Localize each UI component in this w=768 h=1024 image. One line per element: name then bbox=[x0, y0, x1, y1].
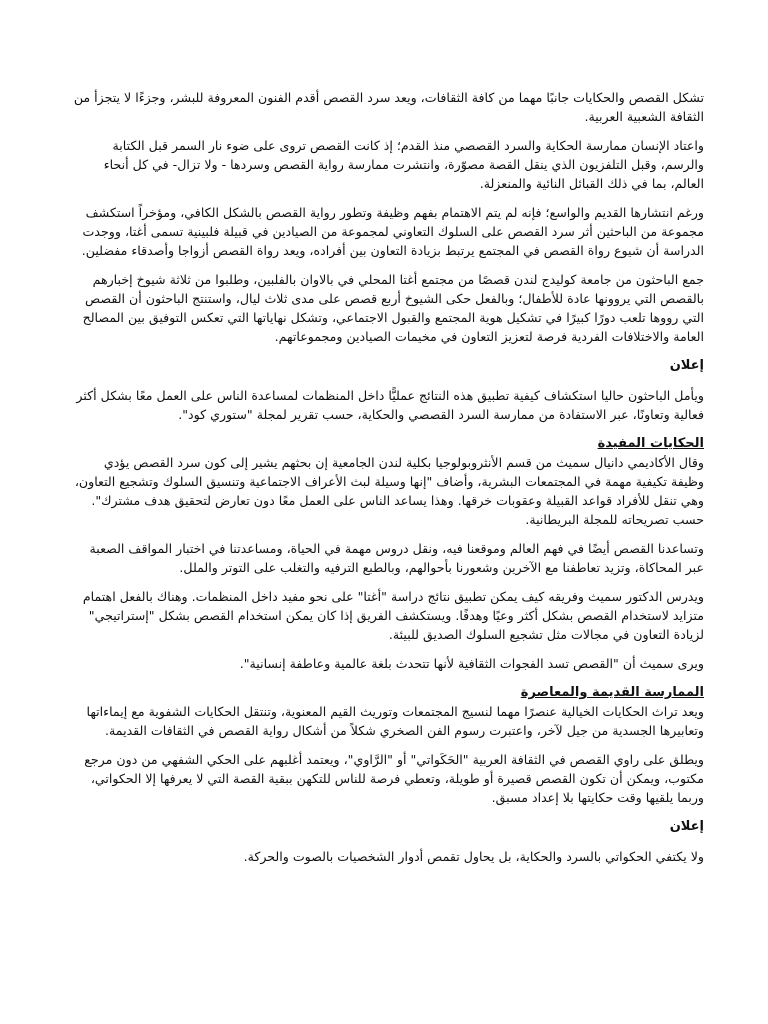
paragraph-applications: ويدرس الدكتور سميث وفريقه كيف يمكن تطبيق نتائج دراسة "أغتا" على نحو مفيد داخل المنظمات. وهناك بالفعل اهتمام متزايد لاستخدام القصص بشكل أكثر وعيًا وهدفًا. ويستكشف الفريق إذا كان يمكن استخدام القصص بشكل "إستراتيجي" لزيادة التعاون في مجالات مثل تشجيع السلوك الصديق للبيئة. bbox=[82, 589, 704, 642]
paragraph-benefits: وتساعدنا القصص أيضًا في فهم العالم وموقعنا فيه، ونقل دروس مهمة في الحياة، ومساعدتنا في اختبار المواقف الصعبة عبر المحاكاة، وتزيد تعاطفنا مع الآخرين وشعورنا بأحوالهم، وبالطبع الترفيه والتغلب على التوتر والملل. bbox=[89, 541, 704, 575]
section-heading-old-and-modern: الممارسة القديمة والمعاصرة bbox=[520, 685, 704, 700]
paragraph-history: واعتاد الإنسان ممارسة الحكاية والسرد القصصي منذ القدم؛ إذ كانت القصص تروى على ضوء نار السمر قبل الكتابة والرسم، وقبل التلفزيون الذي ينقل القصة مصوّرة، وانتشرت ممارسة رواية القصص وسردها - ولا تزال- في كل أنحاء العالم، بما في ذلك القبائل النائية والمنعزلة. bbox=[103, 138, 704, 191]
paragraph-cultural-gaps: ويرى سميث أن "القصص تسد الفجوات الثقافية لأنها تتحدث بلغة عالمية وعاطفة إنسانية". bbox=[239, 656, 704, 671]
advertisement-label-2: إعلان bbox=[669, 819, 704, 834]
paragraph-hakawati: ويطلق على راوي القصص في الثقافة العربية "الحَكَواتي" أو "الرَّاوي"، ويعتمد أغلبهم على الحكي الشفهي من دون مرجع مكتوب، ويمكن أن تكون القصص قصيرة أو طويلة، وتعطي فرصة للناس للتكهن ببقية القصة التي لا يعرفها إلا الحكواتي، وربما يلقيها وقت حكايتها بلا إعداد مسبق. bbox=[84, 752, 704, 805]
paragraph-study-overview: ورغم انتشارها القديم والواسع؛ فإنه لم يتم الاهتمام بفهم وظيفة وتطور رواية القصص بالشكل الكافي، ومؤخراً استكشف مجموعة من الباحثين أثر سرد القصص على السلوك التعاوني لمجموعة من الصيادين في قبيلة فلبينية تسمى أغتا، ووجدت الدراسة أن شيوع رواة القصص في المجتمع يرتبط بزيادة التعاون بين أفراده، ويعد رواة القصص أزواجا وأصدقاء مفضلين. bbox=[81, 205, 704, 258]
advertisement-label: إعلان bbox=[669, 358, 704, 373]
paragraph-intro: تشكل القصص والحكايات جانبًا مهما من كافة الثقافات، ويعد سرد القصص أقدم الفنون المعروفة للبشر، وجزءًا لا يتجزأ من الثقافة الشعبية العربية. bbox=[73, 90, 704, 124]
paragraph-heritage: ويعد تراث الحكايات الخيالية عنصرًا مهما لنسيج المجتمعات وتوريث القيم المعنوية، وتنتقل الحكايات الشفوية مع إيماءاتها وتعابيرها الجسدية من جيل لآخر، واعتبرت رسوم الفن الصخري شكلاً من أشكال رواية القصص في الثقافات القديمة. bbox=[86, 704, 704, 738]
paragraph-performance: ولا يكتفي الحكواتي بالسرد والحكاية، بل يحاول تقمص أدوار الشخصيات بالصوت والحركة. bbox=[243, 849, 704, 864]
paragraph-smith-quote: وقال الأكاديمي دانيال سميث من قسم الأنثروبولوجيا بكلية لندن الجامعية إن بحثهم يشير إلى كون سرد القصص يؤدي وظيفة تكيفية مهمة في المجتمعات البشرية، وأضاف "إنها وسيلة لبث الأعراف الاجتماعية وتنسيق السلوك وتشجيع التعاون، وهي تنقل للأفراد قواعد القبيلة وعقوبات خرقها. وهذا يساعد الناس على العمل معًا دون تعارض لتحقيق هدف مشترك". حسب تصريحاته للمجلة البريطانية. bbox=[74, 455, 704, 527]
paragraph-study-method: جمع الباحثون من جامعة كوليدج لندن قصصًا من مجتمع أغتا المحلي في بالاوان بالفلبين، وطلبوا من ثلاثة شيوخ إخبارهم بالقصص التي يروونها عادة للأطفال؛ وبالفعل حكى الشيوخ أربع قصص على مدى ثلاث ليال، واستنتج الباحثون أن القصص التي رووها تلعب دورًا كبيرًا في تشكيل هوية المجتمع والقبول الاجتماعي، وتشكل نهاياتها التي تعكس التوفيق بين المصالح العامة والاختلافات الفردية فرصة لتعزيز التعاون في مخيمات الصيادين ومجموعاتهم. bbox=[82, 272, 704, 344]
section-heading-useful-tales: الحكايات المفيدة bbox=[597, 436, 704, 451]
article-body bbox=[68, 88, 704, 876]
paragraph-future-research: ويأمل الباحثون حاليا استكشاف كيفية تطبيق هذه النتائج عمليًّا داخل المنظمات لمساعدة الناس على العمل معًا بشكل أكثر فعالية وتعاونًا، عبر الاستفادة من ممارسة السرد القصصي والحكاية، حسب تقرير لمجلة "ستوري كود". bbox=[76, 388, 704, 422]
